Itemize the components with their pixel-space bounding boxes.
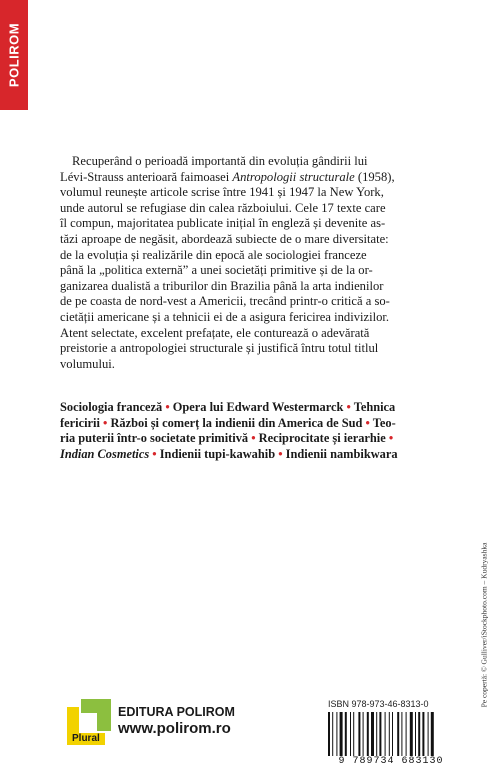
blurb-line: Recuperând o perioadă importantă din evoluția gândirii lui: [72, 154, 368, 168]
isbn-label: ISBN 978-973-46-8313-0: [328, 699, 429, 709]
blurb-line: Lévi-Strauss anterioară faimoasei Antropologii structurale (1958),: [60, 169, 395, 184]
topics-row: Sociologia franceză • Opera lui Edward Westermarck • Tehnica: [60, 400, 396, 414]
blurb-line: cietății americane și a tehnicii ei de a asigura fericirea indivizilor.: [60, 309, 390, 324]
topic-item: ria puterii într-o societate primitivă: [60, 431, 249, 446]
topic-item: Opera lui Edward Westermarck: [172, 400, 344, 414]
brand-label: POLIROM: [6, 22, 22, 88]
blurb-line: volumul reunește articole scrise între 1941 și 1947 la New York,: [60, 185, 384, 200]
topic-item: Tehnica: [353, 400, 396, 414]
book-blurb: [60, 154, 446, 372]
topic-item: Indienii tupi-kawahib: [159, 446, 276, 461]
blurb-line: îl compun, majoritatea publicate inițial în engleză și devenite as-: [60, 216, 386, 231]
topic-item: Teo-: [372, 415, 396, 430]
topic-item: fericirii: [60, 415, 100, 430]
topic-item: Reciprocitate și ierarhie: [258, 431, 386, 446]
topic-item: Indian Cosmetics: [60, 446, 150, 461]
logo-label: Plural: [72, 733, 100, 744]
topic-item: Sociologia franceză: [60, 400, 163, 414]
blurb-italic-title: Antropologii structurale: [232, 169, 355, 184]
blurb-line: preistorie a antropologiei structurale și justifică întru totul titlul: [60, 341, 379, 356]
blurb-line: de pe coasta de nord-vest a Americii, trecând printr-o critică a so-: [60, 294, 390, 309]
blurb-line: tăzi aproape de negăsit, abordează subiecte de o mare diversitate:: [60, 231, 389, 246]
topic-item: Indienii nambikwara: [285, 446, 398, 461]
polirom-brand-strip: [0, 0, 28, 110]
cover-credit: Pe copertă: © Gulliver/iStockphoto.com – Kudryashka: [479, 542, 489, 708]
blurb-line: volumului.: [60, 356, 115, 371]
publisher-name: EDITURA POLIROM: [118, 705, 235, 719]
topics-row: ria puterii într-o societate primitivă • Reciprocitate și ierarhie •: [60, 431, 394, 446]
blurb-line: până la „politica externă” a unei societăți primitive și de la or-: [60, 263, 373, 278]
contents-topics: [60, 400, 450, 462]
blurb-line: unde autorul se refugiase din calea războiului. Cele 17 texte care: [60, 200, 386, 215]
blurb-line: Atent selectate, excelent prefațate, ele conturează o adevărată: [60, 325, 370, 340]
topics-row: Indian Cosmetics • Indienii tupi-kawahib • Indienii nambikwara: [60, 446, 398, 461]
publisher-url: www.polirom.ro: [118, 720, 231, 737]
barcode: [326, 712, 455, 756]
plural-logo: [67, 699, 111, 745]
barcode-number: 9 789734 683130: [338, 756, 444, 767]
blurb-line: de la evoluția și realizările din epocă ale sociologiei franceze: [60, 247, 367, 262]
topic-item: Război și comerț la indienii din America de Sud: [110, 415, 363, 430]
blurb-line: ganizarea dualistă a triburilor din Brazilia până la arta indienilor: [60, 278, 384, 293]
topics-row: fericirii • Război și comerț la indienii din America de Sud • Teo-: [60, 415, 396, 430]
